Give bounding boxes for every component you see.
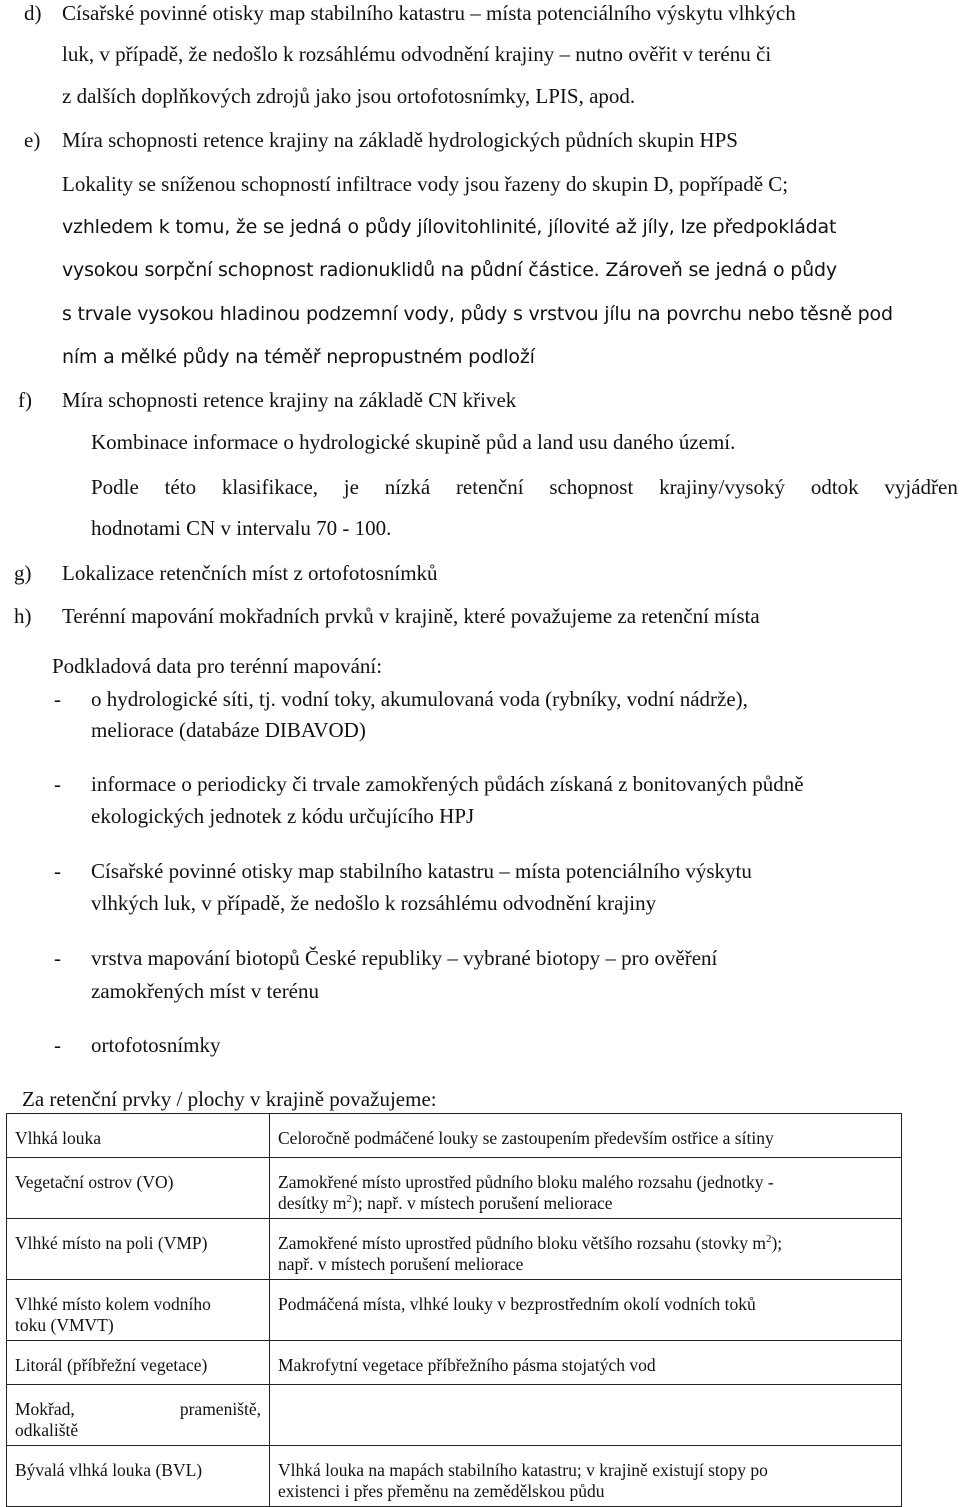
item-d-marker: d) <box>24 1 42 25</box>
item-d-line-1: Císařské povinné otisky map stabilního katastru – místa potenciálního výskytu vlhkých <box>62 1 796 25</box>
retention-table <box>6 1113 902 1507</box>
table-row <box>7 1158 902 1219</box>
podklady-item-2-line-1: informace o periodicky či trvale zamokřených půdách získaná z bonitovaných půdně <box>91 772 804 796</box>
item-e-line-5: ním a mělké půdy na téměř nepropustném podloží <box>62 346 535 368</box>
podklady-dash-3: - <box>54 859 61 883</box>
item-e-marker: e) <box>24 128 41 152</box>
podklady-dash-2: - <box>54 772 61 796</box>
item-e-line-3: vysokou sorpční schopnost radionuklidů na půdní částice. Zároveň se jedná o půdy <box>62 259 837 281</box>
item-f-line-1: Kombinace informace o hydrologické skupině půd a land usu daného území. <box>91 430 736 454</box>
item-e-line-1: Lokality se sníženou schopností infiltrace vody jsou řazeny do skupin D, popřípadě C; <box>62 172 789 196</box>
podklady-item-4-line-2: zamokřených míst v terénu <box>91 979 320 1003</box>
table-row <box>7 1280 902 1341</box>
table-cell-desc-line-1: Zamokřené místo uprostřed půdního bloku malého rozsahu (jednotky - <box>278 1172 774 1192</box>
table-row <box>7 1114 902 1158</box>
item-h-title: Terénní mapování mokřadních prvků v krajině, které považujeme za retenční místa <box>62 604 760 628</box>
item-g-title: Lokalizace retenčních míst z ortofotosnímků <box>62 561 438 585</box>
podklady-dash-1: - <box>54 687 61 711</box>
item-f-line-2: Podle této klasifikace, je nízká retenční schopnost krajiny/vysoký odtok vyjádřen <box>91 475 958 499</box>
item-e-title: Míra schopnosti retence krajiny na základě hydrologických půdních skupin HPS <box>62 128 738 152</box>
podklady-item-3-line-2: vlhkých luk, v případě, že nedošlo k rozsáhlému odvodnění krajiny <box>91 891 657 915</box>
table-row <box>7 1219 902 1280</box>
table-cell-name: Vegetační ostrov (VO) <box>7 1158 270 1219</box>
table-cell-desc: Podmáčená místa, vlhké louky v bezprostředním okolí vodních toků <box>270 1280 902 1341</box>
table-cell-desc: Celoročně podmáčené louky se zastoupením především ostřice a sítiny <box>270 1114 902 1158</box>
table-cell-name: Vlhké místo kolem vodního toku (VMVT) <box>7 1280 270 1341</box>
table-cell-desc <box>270 1219 902 1280</box>
table-cell-desc-line-1: Vlhká louka na mapách stabilního katastru; v krajině existují stopy po <box>278 1460 768 1480</box>
item-d-line-3: z dalších doplňkových zdrojů jako jsou ortofotosnímky, LPIS, apod. <box>62 84 636 108</box>
item-g-marker: g) <box>14 561 32 585</box>
table-cell-name: Vlhké místo na poli (VMP) <box>7 1219 270 1280</box>
podklady-item-2-line-2: ekologických jednotek z kódu určujícího HPJ <box>91 804 475 828</box>
table-row <box>7 1446 902 1507</box>
table-cell-desc: Makrofytní vegetace příbřežního pásma stojatých vod <box>270 1341 902 1385</box>
table-cell-desc-line-2: např. v místech porušení meliorace <box>278 1254 524 1274</box>
table-cell-desc <box>270 1158 902 1219</box>
podklady-item-3-line-1: Císařské povinné otisky map stabilního katastru – místa potenciálního výskytu <box>91 859 752 883</box>
item-d-line-2: luk, v případě, že nedošlo k rozsáhlému odvodnění krajiny – nutno ověřit v terénu či <box>62 42 772 66</box>
podklady-dash-4: - <box>54 946 61 970</box>
item-h-marker: h) <box>14 604 32 628</box>
table-cell-desc-line-2: desítky $m^2$); např. v místech porušení meliorace <box>278 1193 613 1213</box>
item-e-line-4: s trvale vysokou hladinou podzemní vody, půdy s vrstvou jílu na povrchu nebo těsně pod <box>62 303 893 325</box>
podklady-heading: Podkladová data pro terénní mapování: <box>52 654 383 678</box>
podklady-item-1-line-2: meliorace (databáze DIBAVOD) <box>91 718 366 742</box>
item-f-line-3: hodnotami CN v intervalu 70 - 100. <box>91 516 392 540</box>
table-cell-desc-line-1: Zamokřené místo uprostřed půdního bloku většího rozsahu (stovky $m^2$); <box>278 1233 783 1253</box>
podklady-dash-5: - <box>54 1033 61 1057</box>
item-f-title: Míra schopnosti retence krajiny na základě CN křivek <box>62 388 517 412</box>
table-row <box>7 1341 902 1385</box>
table-cell-desc <box>270 1385 902 1446</box>
item-f-marker: f) <box>18 388 32 412</box>
podklady-item-1-line-1: o hydrologické síti, tj. vodní toky, akumulovaná voda (rybníky, vodní nádrže), <box>91 687 748 711</box>
table-cell-desc <box>270 1446 902 1507</box>
table-heading: Za retenční prvky / plochy v krajině považujeme: <box>22 1087 437 1111</box>
item-e-line-2: vzhledem k tomu, že se jedná o půdy jílovitohlinité, jílovité až jíly, lze předpokládat <box>62 216 837 238</box>
table-cell-name: Vlhká louka <box>7 1114 270 1158</box>
podklady-item-4-line-1: vrstva mapování biotopů České republiky – vybrané biotopy – pro ověření <box>91 946 718 970</box>
table-cell-desc-line-2: existenci i přes přeměnu na zemědělskou půdu <box>278 1481 605 1501</box>
table-cell-name: Litorál (příbřežní vegetace) <box>7 1341 270 1385</box>
table-row <box>7 1385 902 1446</box>
table-cell-name: Bývalá vlhká louka (BVL) <box>7 1446 270 1507</box>
podklady-item-5-line-1: ortofotosnímky <box>91 1033 221 1057</box>
table-cell-name: Mokřad, prameniště, odkaliště <box>7 1385 270 1446</box>
